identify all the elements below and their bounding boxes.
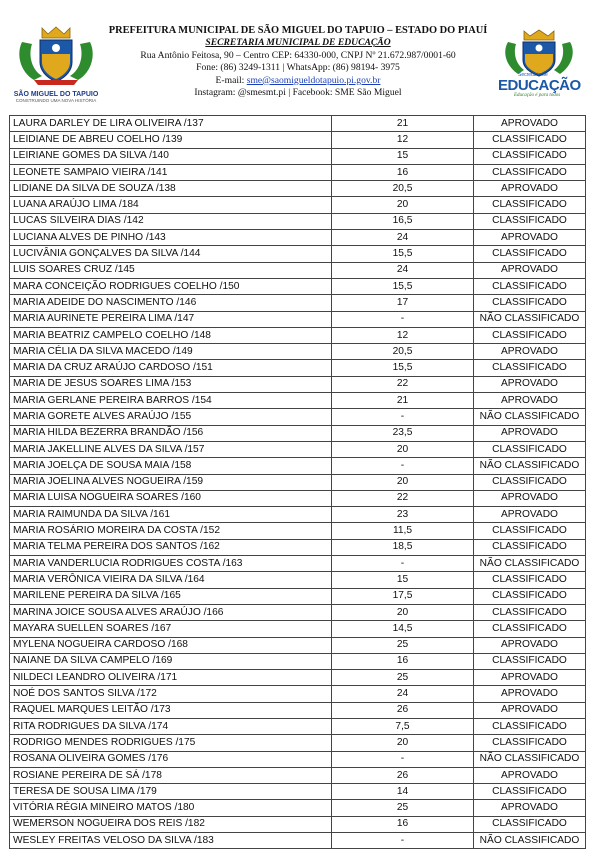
score-cell: 16 xyxy=(332,164,474,180)
status-cell: APROVADO xyxy=(474,670,586,686)
score-cell: 24 xyxy=(332,262,474,278)
candidate-name-cell: LEIRIANE GOMES DA SILVA /140 xyxy=(10,148,332,164)
status-cell: CLASSIFICADO xyxy=(474,718,586,734)
score-cell: 25 xyxy=(332,670,474,686)
candidate-name-cell: MARIA DA CRUZ ARAÚJO CARDOSO /151 xyxy=(10,360,332,376)
status-cell: NÃO CLASSIFICADO xyxy=(474,751,586,767)
results-table-body xyxy=(10,116,586,849)
education-wordmark xyxy=(496,72,582,98)
table-row xyxy=(10,116,586,132)
score-cell: 17,5 xyxy=(332,588,474,604)
score-cell: 20 xyxy=(332,604,474,620)
candidate-name-cell: MARIA VERÔNICA VIEIRA DA SILVA /164 xyxy=(10,572,332,588)
status-cell: APROVADO xyxy=(474,181,586,197)
status-cell: APROVADO xyxy=(474,116,586,132)
status-cell: NÃO CLASSIFICADO xyxy=(474,556,586,572)
status-cell: CLASSIFICADO xyxy=(474,653,586,669)
table-row xyxy=(10,767,586,783)
candidate-name-cell: MARIA BEATRIZ CAMPELO COELHO /148 xyxy=(10,327,332,343)
table-row xyxy=(10,327,586,343)
candidate-name-cell: MARILENE PEREIRA DA SILVA /165 xyxy=(10,588,332,604)
score-cell: 7,5 xyxy=(332,718,474,734)
status-cell: CLASSIFICADO xyxy=(474,213,586,229)
coat-of-arms-tagline: CONSTRUINDO UMA NOVA HISTÓRIA xyxy=(15,98,97,103)
candidate-name-cell: LEIDIANE DE ABREU COELHO /139 xyxy=(10,132,332,148)
candidate-name-cell: MARIA LUISA NOGUEIRA SOARES /160 xyxy=(10,490,332,506)
score-cell: 20 xyxy=(332,197,474,213)
secretaria-title: SECRETARIA MUNICIPAL DE EDUCAÇÃO xyxy=(205,37,391,49)
table-row xyxy=(10,246,586,262)
table-row xyxy=(10,230,586,246)
email-label: E-mail: xyxy=(215,74,247,86)
table-row xyxy=(10,670,586,686)
table-row xyxy=(10,833,586,849)
table-row xyxy=(10,262,586,278)
candidate-name-cell: MARIA AURINETE PEREIRA LIMA /147 xyxy=(10,311,332,327)
status-cell: CLASSIFICADO xyxy=(474,784,586,800)
status-cell: CLASSIFICADO xyxy=(474,295,586,311)
coat-of-arms-caption: SÃO MIGUEL DO TAPUIO xyxy=(13,91,99,98)
status-cell: APROVADO xyxy=(474,230,586,246)
table-row xyxy=(10,164,586,180)
score-cell: 20 xyxy=(332,441,474,457)
score-cell: 15 xyxy=(332,148,474,164)
table-row xyxy=(10,278,586,294)
status-cell: CLASSIFICADO xyxy=(474,523,586,539)
status-cell: APROVADO xyxy=(474,507,586,523)
score-cell: 14 xyxy=(332,784,474,800)
letterhead xyxy=(0,0,595,112)
education-wordmark-small: Secretaria de xyxy=(518,72,548,78)
table-row xyxy=(10,784,586,800)
email-line xyxy=(100,75,496,87)
table-row xyxy=(10,621,586,637)
education-emblem-icon xyxy=(496,28,582,78)
status-cell: CLASSIFICADO xyxy=(474,278,586,294)
status-cell: APROVADO xyxy=(474,800,586,816)
candidate-name-cell: LUANA ARAÚJO LIMA /184 xyxy=(10,197,332,213)
status-cell: NÃO CLASSIFICADO xyxy=(474,409,586,425)
candidate-name-cell: LUCAS SILVEIRA DIAS /142 xyxy=(10,213,332,229)
table-row xyxy=(10,735,586,751)
table-row xyxy=(10,409,586,425)
status-cell: CLASSIFICADO xyxy=(474,816,586,832)
table-row xyxy=(10,490,586,506)
candidate-name-cell: MARIA JOELINA ALVES NOGUEIRA /159 xyxy=(10,474,332,490)
table-row xyxy=(10,148,586,164)
score-cell: 26 xyxy=(332,767,474,783)
status-cell: CLASSIFICADO xyxy=(474,604,586,620)
score-cell: 25 xyxy=(332,637,474,653)
status-cell: CLASSIFICADO xyxy=(474,572,586,588)
candidate-name-cell: RITA RODRIGUES DA SILVA /174 xyxy=(10,718,332,734)
status-cell: NÃO CLASSIFICADO xyxy=(474,833,586,849)
education-secretariat-logo xyxy=(496,28,582,108)
score-cell: 26 xyxy=(332,702,474,718)
table-row xyxy=(10,539,586,555)
table-row xyxy=(10,376,586,392)
candidate-name-cell: MYLENA NOGUEIRA CARDOSO /168 xyxy=(10,637,332,653)
candidate-name-cell: MAYARA SUELLEN SOARES /167 xyxy=(10,621,332,637)
status-cell: APROVADO xyxy=(474,637,586,653)
candidate-name-cell: MARIA ADEIDE DO NASCIMENTO /146 xyxy=(10,295,332,311)
status-cell: APROVADO xyxy=(474,490,586,506)
candidate-name-cell: NAIANE DA SILVA CAMPELO /169 xyxy=(10,653,332,669)
candidate-name-cell: MARIA ROSÁRIO MOREIRA DA COSTA /152 xyxy=(10,523,332,539)
candidate-name-cell: MARIA JOELÇA DE SOUSA MAIA /158 xyxy=(10,458,332,474)
candidate-name-cell: LEONETE SAMPAIO VIEIRA /141 xyxy=(10,164,332,180)
table-row xyxy=(10,604,586,620)
score-cell: - xyxy=(332,751,474,767)
score-cell: - xyxy=(332,556,474,572)
score-cell: - xyxy=(332,409,474,425)
prefeitura-title: PREFEITURA MUNICIPAL DE SÃO MIGUEL DO TAPUIO – ESTADO DO PIAUÍ xyxy=(108,25,488,36)
status-cell: APROVADO xyxy=(474,425,586,441)
table-row xyxy=(10,344,586,360)
score-cell: 15,5 xyxy=(332,246,474,262)
status-cell: CLASSIFICADO xyxy=(474,588,586,604)
candidate-name-cell: ROSANA OLIVEIRA GOMES /176 xyxy=(10,751,332,767)
table-row xyxy=(10,311,586,327)
candidate-name-cell: MARIA JAKELLINE ALVES DA SILVA /157 xyxy=(10,441,332,457)
letterhead-text xyxy=(100,25,496,99)
table-row xyxy=(10,751,586,767)
candidate-name-cell: MARIA CÉLIA DA SILVA MACEDO /149 xyxy=(10,344,332,360)
score-cell: 23 xyxy=(332,507,474,523)
status-cell: CLASSIFICADO xyxy=(474,474,586,490)
candidate-name-cell: LUCIANA ALVES DE PINHO /143 xyxy=(10,230,332,246)
table-row xyxy=(10,425,586,441)
candidate-name-cell: MARINA JOICE SOUSA ALVES ARAÚJO /166 xyxy=(10,604,332,620)
table-row xyxy=(10,653,586,669)
status-cell: CLASSIFICADO xyxy=(474,621,586,637)
score-cell: - xyxy=(332,311,474,327)
score-cell: 22 xyxy=(332,490,474,506)
score-cell: 21 xyxy=(332,116,474,132)
coat-of-arms-icon xyxy=(12,24,100,86)
candidate-name-cell: LAURA DARLEY DE LIRA OLIVEIRA /137 xyxy=(10,116,332,132)
candidate-name-cell: MARIA TELMA PEREIRA DOS SANTOS /162 xyxy=(10,539,332,555)
score-cell: 16,5 xyxy=(332,213,474,229)
candidate-name-cell: RAQUEL MARQUES LEITÃO /173 xyxy=(10,702,332,718)
table-row xyxy=(10,816,586,832)
candidate-name-cell: ROSIANE PEREIRA DE SÁ /178 xyxy=(10,767,332,783)
score-cell: 15,5 xyxy=(332,278,474,294)
candidate-name-cell: LUIS SOARES CRUZ /145 xyxy=(10,262,332,278)
score-cell: - xyxy=(332,833,474,849)
candidate-name-cell: RODRIGO MENDES RODRIGUES /175 xyxy=(10,735,332,751)
status-cell: APROVADO xyxy=(474,702,586,718)
status-cell: CLASSIFICADO xyxy=(474,246,586,262)
score-cell: 24 xyxy=(332,686,474,702)
score-cell: 16 xyxy=(332,816,474,832)
score-cell: 16 xyxy=(332,653,474,669)
score-cell: 11,5 xyxy=(332,523,474,539)
status-cell: APROVADO xyxy=(474,344,586,360)
score-cell: 12 xyxy=(332,132,474,148)
status-cell: CLASSIFICADO xyxy=(474,148,586,164)
table-row xyxy=(10,181,586,197)
table-row xyxy=(10,213,586,229)
table-row xyxy=(10,718,586,734)
table-row xyxy=(10,523,586,539)
score-cell: 20,5 xyxy=(332,181,474,197)
candidate-name-cell: NOÉ DOS SANTOS SILVA /172 xyxy=(10,686,332,702)
candidate-name-cell: MARIA GORETE ALVES ARAÚJO /155 xyxy=(10,409,332,425)
candidate-name-cell: WESLEY FREITAS VELOSO DA SILVA /183 xyxy=(10,833,332,849)
score-cell: 25 xyxy=(332,800,474,816)
score-cell: 18,5 xyxy=(332,539,474,555)
table-row xyxy=(10,132,586,148)
status-cell: NÃO CLASSIFICADO xyxy=(474,458,586,474)
score-cell: 20 xyxy=(332,474,474,490)
status-cell: APROVADO xyxy=(474,262,586,278)
score-cell: - xyxy=(332,458,474,474)
candidate-name-cell: WEMERSON NOGUEIRA DOS REIS /182 xyxy=(10,816,332,832)
status-cell: CLASSIFICADO xyxy=(474,360,586,376)
score-cell: 21 xyxy=(332,393,474,409)
candidate-name-cell: MARA CONCEIÇÃO RODRIGUES COELHO /150 xyxy=(10,278,332,294)
table-row xyxy=(10,393,586,409)
status-cell: CLASSIFICADO xyxy=(474,539,586,555)
score-cell: 20,5 xyxy=(332,344,474,360)
table-row xyxy=(10,702,586,718)
candidate-name-cell: NILDECI LEANDRO OLIVEIRA /171 xyxy=(10,670,332,686)
phone-line: Fone: (86) 3249-1311 | WhatsApp: (86) 98194- 3975 xyxy=(196,62,400,74)
education-wordmark-main: EDUCAÇÃO xyxy=(498,77,581,94)
status-cell: CLASSIFICADO xyxy=(474,327,586,343)
status-cell: APROVADO xyxy=(474,686,586,702)
candidate-name-cell: MARIA RAIMUNDA DA SILVA /161 xyxy=(10,507,332,523)
candidate-name-cell: MARIA VANDERLUCIA RODRIGUES COSTA /163 xyxy=(10,556,332,572)
status-cell: CLASSIFICADO xyxy=(474,132,586,148)
score-cell: 24 xyxy=(332,230,474,246)
table-row xyxy=(10,474,586,490)
results-table xyxy=(9,115,586,849)
municipality-coat-of-arms xyxy=(12,24,100,106)
status-cell: APROVADO xyxy=(474,393,586,409)
status-cell: APROVADO xyxy=(474,376,586,392)
table-row xyxy=(10,360,586,376)
table-row xyxy=(10,197,586,213)
status-cell: CLASSIFICADO xyxy=(474,735,586,751)
score-cell: 23,5 xyxy=(332,425,474,441)
candidate-name-cell: TERESA DE SOUSA LIMA /179 xyxy=(10,784,332,800)
table-row xyxy=(10,588,586,604)
status-cell: CLASSIFICADO xyxy=(474,441,586,457)
table-row xyxy=(10,507,586,523)
address-line: Rua Antônio Feitosa, 90 – Centro CEP: 64330-000, CNPJ Nº 21.672.987/0001-60 xyxy=(140,49,456,61)
table-row xyxy=(10,572,586,588)
table-row xyxy=(10,686,586,702)
status-cell: CLASSIFICADO xyxy=(474,164,586,180)
table-row xyxy=(10,637,586,653)
table-row xyxy=(10,556,586,572)
table-row xyxy=(10,458,586,474)
score-cell: 14,5 xyxy=(332,621,474,637)
table-row xyxy=(10,441,586,457)
score-cell: 22 xyxy=(332,376,474,392)
email-link[interactable]: sme@saomigueldotapuio.pi.gov.br xyxy=(246,74,381,86)
score-cell: 15,5 xyxy=(332,360,474,376)
social-line: Instagram: @smesmt.pi | Facebook: SME São Miguel xyxy=(194,87,402,99)
status-cell: NÃO CLASSIFICADO xyxy=(474,311,586,327)
education-wordmark-tagline: Educação é para todos xyxy=(514,93,561,98)
score-cell: 15 xyxy=(332,572,474,588)
score-cell: 20 xyxy=(332,735,474,751)
candidate-name-cell: MARIA GERLANE PEREIRA BARROS /154 xyxy=(10,393,332,409)
table-row xyxy=(10,295,586,311)
candidate-name-cell: MARIA HILDA BEZERRA BRANDÃO /156 xyxy=(10,425,332,441)
candidate-name-cell: VITÓRIA RÉGIA MINEIRO MATOS /180 xyxy=(10,800,332,816)
score-cell: 12 xyxy=(332,327,474,343)
status-cell: APROVADO xyxy=(474,767,586,783)
candidate-name-cell: LIDIANE DA SILVA DE SOUZA /138 xyxy=(10,181,332,197)
candidate-name-cell: MARIA DE JESUS SOARES LIMA /153 xyxy=(10,376,332,392)
candidate-name-cell: LUCIVÂNIA GONÇALVES DA SILVA /144 xyxy=(10,246,332,262)
score-cell: 17 xyxy=(332,295,474,311)
status-cell: CLASSIFICADO xyxy=(474,197,586,213)
table-row xyxy=(10,800,586,816)
